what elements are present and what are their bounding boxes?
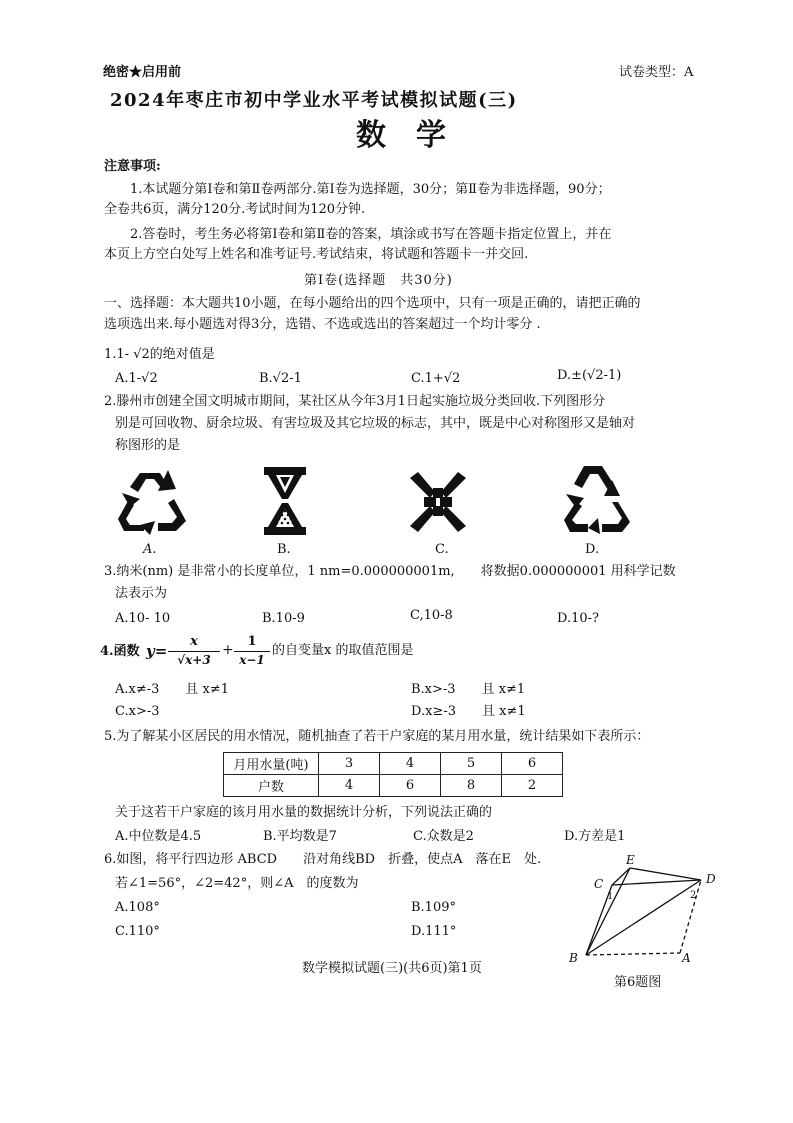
part1-intro-line1: 一、选择题：本大题共10小题，在每小题给出的四个选项中，只有一项是正确的，请把正确的 (104, 296, 641, 311)
q6-stem-line1: 6.如图，将平行四边形 ABCD 沿对角线BD 折叠，使点A 落在E 处. (104, 852, 542, 867)
part1-heading: 第Ⅰ卷(选择题 共30分) (304, 273, 453, 288)
figure-caption: 第6题图 (614, 975, 662, 990)
q6-option-a: A.108° (115, 900, 160, 915)
q2-label-b: B. (277, 542, 291, 557)
table-cell: 2 (502, 775, 563, 797)
q1-stem: 1.1- √2的绝对值是 (104, 347, 215, 362)
q4-option-a: A.x≠-3 且 x≠1 (115, 682, 230, 697)
q4-option-b: B.x>-3 且 x≠1 (411, 682, 526, 697)
q3-stem-line2: 法表示为 (115, 586, 168, 601)
q4-option-d: D.x≥-3 且 x≠1 (411, 704, 526, 719)
subject-title: 数 学 (356, 118, 446, 153)
figure-angle-1: 1 (607, 891, 614, 902)
q5-stem: 5.为了解某小区居民的用水情况，随机抽查了若干户家庭的某月用水量，统计结果如下表所示： (104, 729, 650, 744)
figure-angle-2: 2 (690, 890, 697, 901)
table-cell: 月用水量(吨) (224, 753, 319, 775)
q6-option-b: B.109° (411, 900, 456, 915)
table-row (224, 753, 563, 775)
notice-item1-line1: 1.本试题分第Ⅰ卷和第Ⅱ卷两部分.第Ⅰ卷为选择题，30分；第Ⅱ卷为非选择题，90分； (130, 182, 611, 197)
q3-option-b: B.10-9 (262, 611, 305, 626)
table-cell: 4 (380, 753, 441, 775)
table-cell: 4 (319, 775, 380, 797)
harmful-waste-icon (408, 470, 468, 534)
q4-plus: + (222, 642, 234, 658)
part1-intro-line2: 选项选出来.每小题选对得3分，选错、不选或选出的答案超过一个均计零分 . (104, 317, 541, 332)
q4-prefix: 4.函数 (100, 644, 140, 659)
q1-option-b: B.√2-1 (259, 371, 302, 386)
figure-point-e: E (626, 853, 635, 867)
table-cell: 6 (380, 775, 441, 797)
q6-stem-line2: 若∠1=56°，∠2=42°，则∠A 的度数为 (115, 876, 359, 891)
paper-type: 试卷类型：A (619, 65, 694, 80)
q2-stem-line3: 称图形的是 (115, 438, 181, 453)
table-cell: 户数 (224, 775, 319, 797)
q4-frac1-bar (168, 651, 220, 652)
notice-heading: 注意事项: (104, 159, 161, 174)
q2-stem-line2: 别是可回收物、厨余垃圾、有害垃圾及其它垃圾的标志，其中，既是中心对称图形又是轴对 (115, 416, 636, 431)
q3-option-c: C,10-8 (410, 608, 453, 623)
q4-option-c: C.x>-3 (115, 704, 160, 719)
q4-frac2-bar (234, 651, 270, 652)
q4-frac2-num: 1 (247, 634, 257, 649)
table-cell: 5 (441, 753, 502, 775)
q5-option-b: B.平均数是7 (263, 829, 337, 844)
q5-option-c: C.众数是2 (413, 829, 474, 844)
table-cell: 8 (441, 775, 502, 797)
hourglass-icon (262, 465, 308, 537)
table-cell: 3 (319, 753, 380, 775)
confidential-mark: 绝密★启用前 (103, 65, 182, 80)
q6-option-c: C.110° (115, 924, 160, 939)
q3-option-a: A.10- 10 (115, 611, 171, 626)
q1-option-d: D.±(√2-1) (557, 368, 622, 383)
q5-follow: 关于这若干户家庭的该月用水量的数据统计分析，下列说法正确的 (115, 805, 493, 820)
notice-item2-line2: 本页上方空白处写上姓名和准考证号.考试结束，将试题和答题卡一并交回. (104, 247, 529, 262)
q1-option-a: A.1-√2 (115, 371, 158, 386)
figure-point-d: D (706, 872, 716, 886)
page-footer: 数学模拟试题(三)(共6页)第1页 (302, 961, 482, 976)
q6-option-d: D.111° (411, 924, 457, 939)
q3-option-d: D.10-? (557, 611, 599, 626)
q4-y-eq: y= (146, 642, 168, 660)
q2-label-d: D. (585, 542, 600, 557)
figure-point-c: C (594, 877, 604, 891)
figure-point-b: B (569, 951, 578, 965)
parallelogram-fold-figure (566, 852, 726, 968)
water-usage-table (223, 752, 563, 797)
table-row (224, 775, 563, 797)
q2-label-a: A. (143, 542, 157, 557)
q4-frac2-den: x−1 (239, 653, 265, 667)
q4-frac1-den: √x+3 (177, 653, 211, 667)
page-title: 2024年枣庄市初中学业水平考试模拟试题(三) (110, 90, 518, 111)
table-cell: 6 (502, 753, 563, 775)
notice-item1-line2: 全卷共6页，满分120分.考试时间为120分钟. (104, 202, 366, 217)
q3-stem-line1: 3.纳米(nm) 是非常小的长度单位，1 nm=0.000000001m, 将数据0.000000001 用科学记数 (104, 564, 676, 579)
q2-label-c: C. (435, 542, 449, 557)
notice-item2-line1: 2.答卷时，考生务必将第Ⅰ卷和第Ⅱ卷的答案，填涂或书写在答题卡指定位置上，并在 (130, 227, 612, 242)
q4-frac1-num: x (190, 634, 198, 649)
figure-point-a: A (682, 951, 691, 965)
q1-option-c: C.1+√2 (411, 371, 461, 386)
q2-stem-line1: 2.滕州市创建全国文明城市期间，某社区从今年3月1日起实施垃圾分类回收.下列图形分 (104, 394, 606, 409)
q5-option-d: D.方差是1 (564, 829, 626, 844)
q5-option-a: A.中位数是4.5 (115, 829, 202, 844)
recycle-icon (110, 465, 190, 537)
q4-suffix: 的自变量x 的取值范围是 (272, 643, 414, 658)
other-waste-icon (558, 462, 632, 538)
